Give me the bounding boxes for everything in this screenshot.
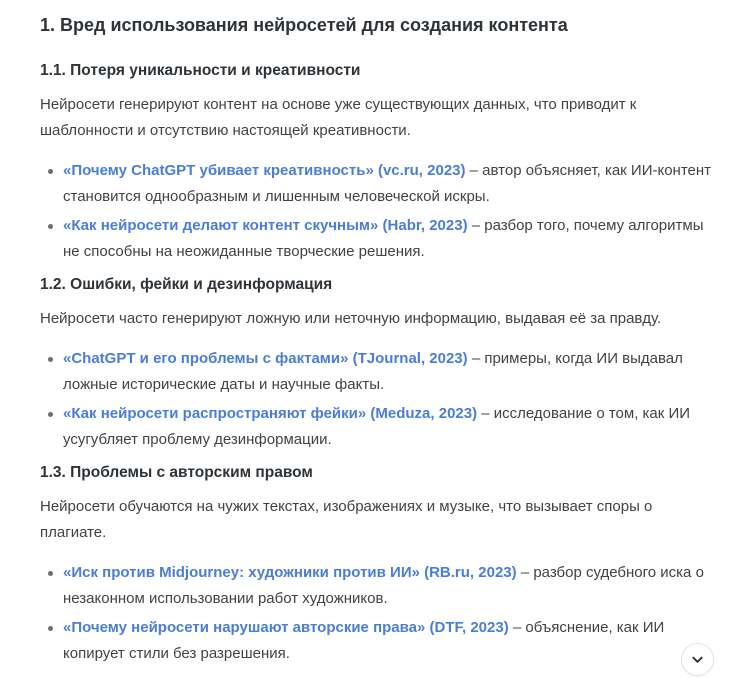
reference-description: – разбор того, почему алгоритмы не способны на неожиданные творческие решения. [63,217,704,260]
chevron-down-icon [690,652,705,667]
reference-list [40,158,718,265]
list-item [40,158,713,210]
reference-description: – разбор судебного иска о незаконном использовании работ художников. [63,564,704,607]
scroll-to-bottom-button[interactable] [681,643,714,676]
bullet-icon [48,169,53,174]
bullet-icon [48,571,53,576]
reference-description: – исследование о том, как ИИ усугубляет проблему дезинформации. [63,405,691,448]
page-title: 1. Вред использования нейросетей для создания контента [40,15,568,35]
section-intro: Нейросети обучаются на чужих текстах, изображениях и музыке, что вызывает споры о плагиате. [40,498,653,541]
section-heading: 1.3. Проблемы с авторским правом [40,464,313,481]
reference-description: – примеры, когда ИИ выдавал ложные исторические даты и научные факты. [63,350,683,393]
list-item [40,346,713,398]
reference-link[interactable]: «Почему ChatGPT убивает креативность» (vc.ru, 2023) [63,162,466,179]
bullet-icon [48,626,53,631]
list-item [40,615,713,667]
reference-link[interactable]: «Почему нейросети нарушают авторские права» (DTF, 2023) [63,619,509,636]
section-copyright-problems [40,463,718,667]
list-item [40,560,713,612]
reference-description: – объяснение, как ИИ копирует стили без разрешения. [63,619,665,662]
reference-list [40,560,718,667]
section-heading: 1.1. Потеря уникальности и креативности [40,62,361,79]
reference-link[interactable]: «Как нейросети делают контент скучным» (Habr, 2023) [63,217,468,234]
section-intro: Нейросети генерируют контент на основе уже существующих данных, что приводит к шаблонности и отсутствию настоящей креативности. [40,96,637,139]
list-item [40,213,713,265]
bullet-icon [48,357,53,362]
reference-description: – автор объясняет, как ИИ-контент становится однообразным и лишенным человеческой искры. [63,162,712,205]
section-heading: 1.2. Ошибки, фейки и дезинформация [40,276,333,293]
bullet-icon [48,224,53,229]
reference-list [40,346,718,453]
section-errors-fakes-disinformation [40,275,718,453]
reference-link[interactable]: «Как нейросети распространяют фейки» (Meduza, 2023) [63,405,478,422]
section-loss-of-creativity [40,61,718,265]
reference-link[interactable]: «Иск против Midjourney: художники против ИИ» (RB.ru, 2023) [63,564,517,581]
list-item [40,401,713,453]
section-intro: Нейросети часто генерируют ложную или неточную информацию, выдавая её за правду. [40,310,662,327]
reference-link[interactable]: «ChatGPT и его проблемы с фактами» (TJournal, 2023) [63,350,468,367]
bullet-icon [48,412,53,417]
